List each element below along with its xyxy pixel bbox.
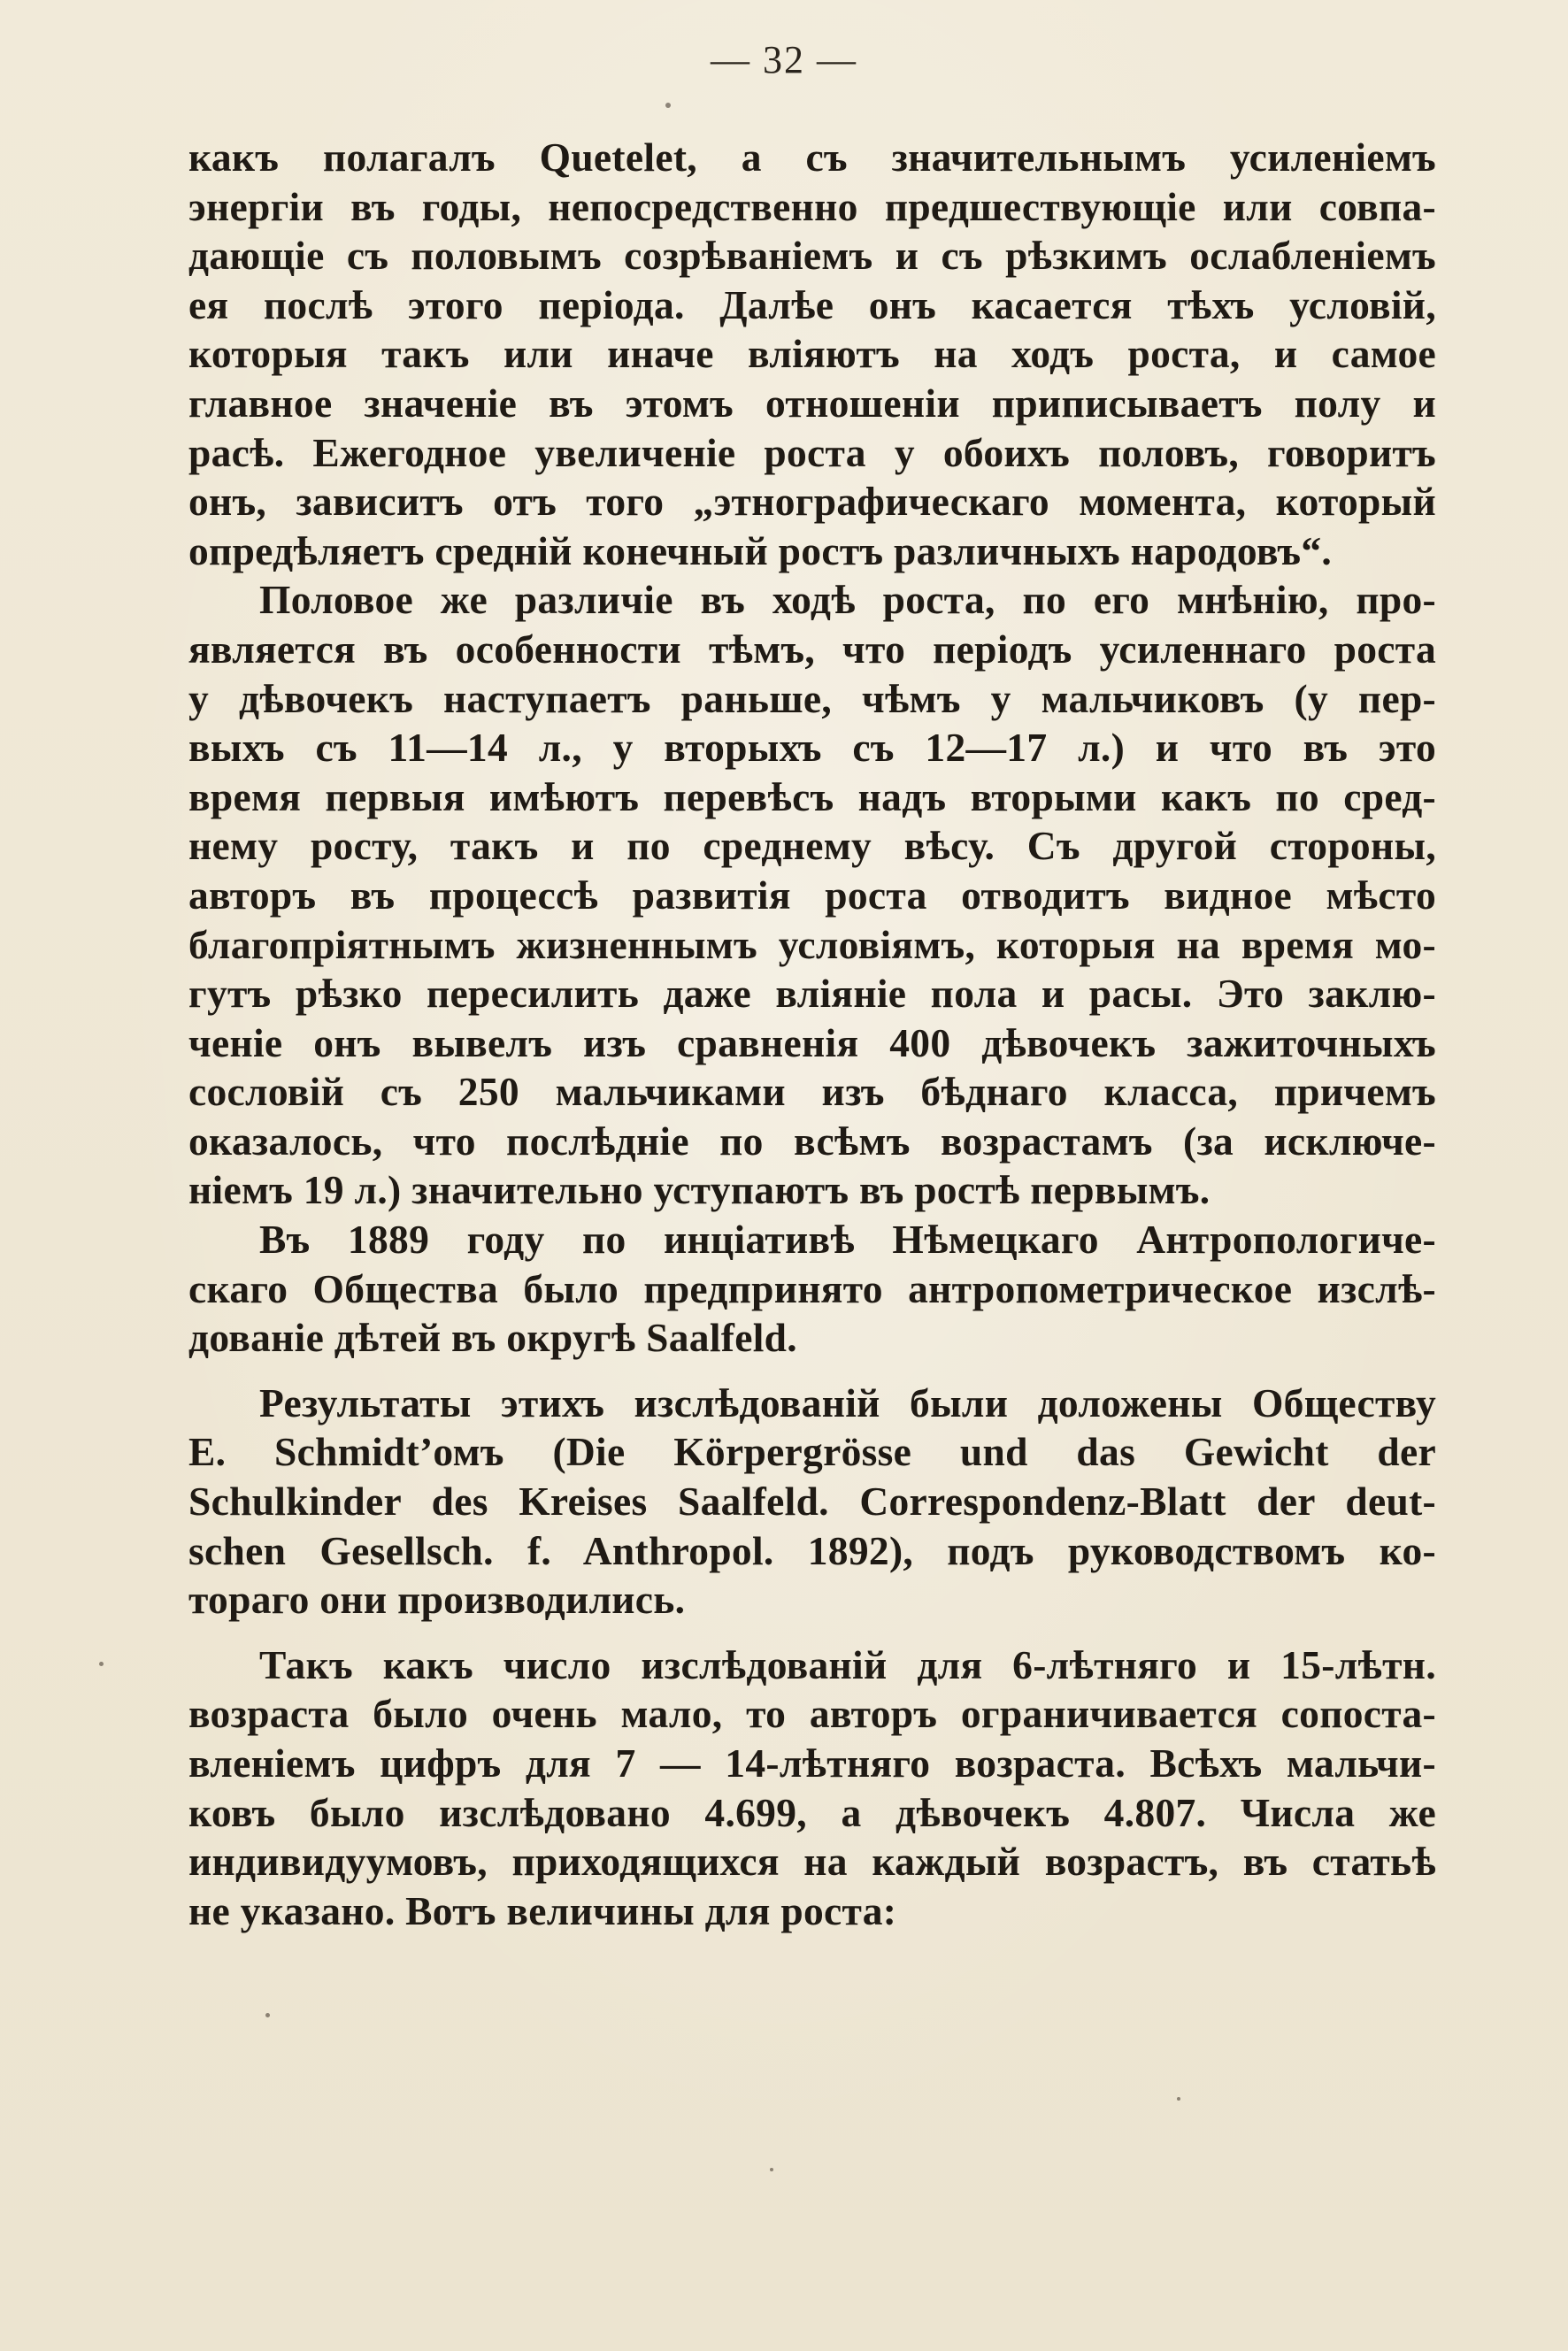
paragraph-3 bbox=[188, 1215, 1436, 1363]
paragraph-2 bbox=[188, 575, 1436, 1215]
text-line: энергіи въ годы, непосредственно предшествующіе или совпа- bbox=[188, 183, 1436, 229]
text-line: дованіе дѣтей въ округѣ Saalfeld. bbox=[188, 1315, 797, 1361]
text-line: schen Gesellsch. f. Anthropol. 1892), подъ руководствомъ ко- bbox=[188, 1527, 1436, 1573]
text-line: скаго Общества было предпринято антропометрическое изслѣ- bbox=[188, 1265, 1436, 1311]
text-line: расѣ. Ежегодное увеличеніе роста у обоихъ половъ, говоритъ bbox=[188, 429, 1436, 475]
text-line: выхъ съ 11—14 л., у вторыхъ съ 12—17 л.) и что въ это bbox=[188, 725, 1436, 771]
text-line: дающіе съ половымъ созрѣваніемъ и съ рѣзкимъ ослабленіемъ bbox=[188, 233, 1436, 279]
text-line: гутъ рѣзко пересилить даже вліяніе пола и расы. Это заклю- bbox=[188, 971, 1436, 1017]
text-line: онъ, зависитъ отъ того „этнографическаго момента, который bbox=[188, 479, 1436, 525]
text-line: Въ 1889 году по инціативѣ Нѣмецкаго Антропологиче- bbox=[259, 1217, 1436, 1263]
text-line: время первыя имѣютъ перевѣсъ надъ вторыми какъ по сред- bbox=[188, 773, 1436, 819]
print-speck bbox=[1177, 2097, 1180, 2101]
text-line: ея послѣ этого періода. Далѣе онъ касается тѣхъ условій, bbox=[188, 281, 1436, 327]
text-line: Такъ какъ число изслѣдованій для 6-лѣтняго и 15-лѣтн. bbox=[259, 1641, 1436, 1687]
paragraph-1 bbox=[188, 133, 1436, 575]
print-speck bbox=[99, 1662, 104, 1666]
text-line: оказалось, что послѣдніе по всѣмъ возрастамъ (за исключе- bbox=[188, 1118, 1436, 1164]
text-line: возраста было очень мало, то авторъ ограничивается сопоста- bbox=[188, 1691, 1436, 1737]
text-line: является въ особенности тѣмъ, что періодъ усиленнаго роста bbox=[188, 626, 1436, 672]
text-line: нему росту, такъ и по среднему вѣсу. Съ другой стороны, bbox=[188, 823, 1436, 869]
text-line: Результаты этихъ изслѣдованій были доложены Обществу bbox=[259, 1379, 1436, 1425]
text-line: ніемъ 19 л.) значительно уступаютъ въ ростѣ первымъ. bbox=[188, 1167, 1211, 1213]
text-line: вленіемъ цифръ для 7 — 14-лѣтняго возраста. Всѣхъ мальчи- bbox=[188, 1740, 1436, 1786]
page-number: — 32 — bbox=[711, 38, 857, 81]
text-line: ченіе онъ вывелъ изъ сравненія 400 дѣвочекъ зажиточныхъ bbox=[188, 1019, 1436, 1065]
text-line: сословій съ 250 мальчиками изъ бѣднаго класса, причемъ bbox=[188, 1069, 1436, 1115]
print-speck bbox=[665, 103, 671, 108]
text-line: тораго они производились. bbox=[188, 1577, 686, 1623]
paragraph-4 bbox=[188, 1379, 1436, 1625]
text-line: ковъ было изслѣдовано 4.699, а дѣвочекъ 4.807. Числа же bbox=[188, 1789, 1436, 1835]
text-line: опредѣляетъ средній конечный ростъ различныхъ народовъ“. bbox=[188, 527, 1333, 573]
text-line: E. Schmidt’омъ (Die Körpergrösse und das Gewicht der bbox=[188, 1429, 1436, 1475]
text-line: индивидуумовъ, приходящихся на каждый возрастъ, въ статьѣ bbox=[188, 1839, 1436, 1885]
body-text bbox=[188, 133, 1436, 1935]
text-line: которыя такъ или иначе вліяютъ на ходъ роста, и самое bbox=[188, 331, 1436, 377]
text-line: не указано. Вотъ величины для роста: bbox=[188, 1887, 897, 1933]
text-line: у дѣвочекъ наступаетъ раньше, чѣмъ у мальчиковъ (у пер- bbox=[188, 675, 1436, 721]
print-speck bbox=[770, 2168, 773, 2171]
text-line: Половое же различіе въ ходѣ роста, по его мнѣнію, про- bbox=[259, 577, 1436, 623]
text-line: Schulkinder des Kreises Saalfeld. Correspondenz-Blatt der deut- bbox=[188, 1479, 1436, 1525]
text-line: авторъ въ процессѣ развитія роста отводитъ видное мѣсто bbox=[188, 872, 1436, 918]
paragraph-5 bbox=[188, 1640, 1436, 1936]
text-line: главное значеніе въ этомъ отношеніи приписываетъ полу и bbox=[188, 380, 1436, 426]
text-line: какъ полагалъ Quetelet, а съ значительнымъ усиленіемъ bbox=[188, 134, 1436, 180]
print-speck bbox=[265, 2013, 270, 2017]
text-line: благопріятнымъ жизненнымъ условіямъ, которыя на время мо- bbox=[188, 921, 1436, 967]
